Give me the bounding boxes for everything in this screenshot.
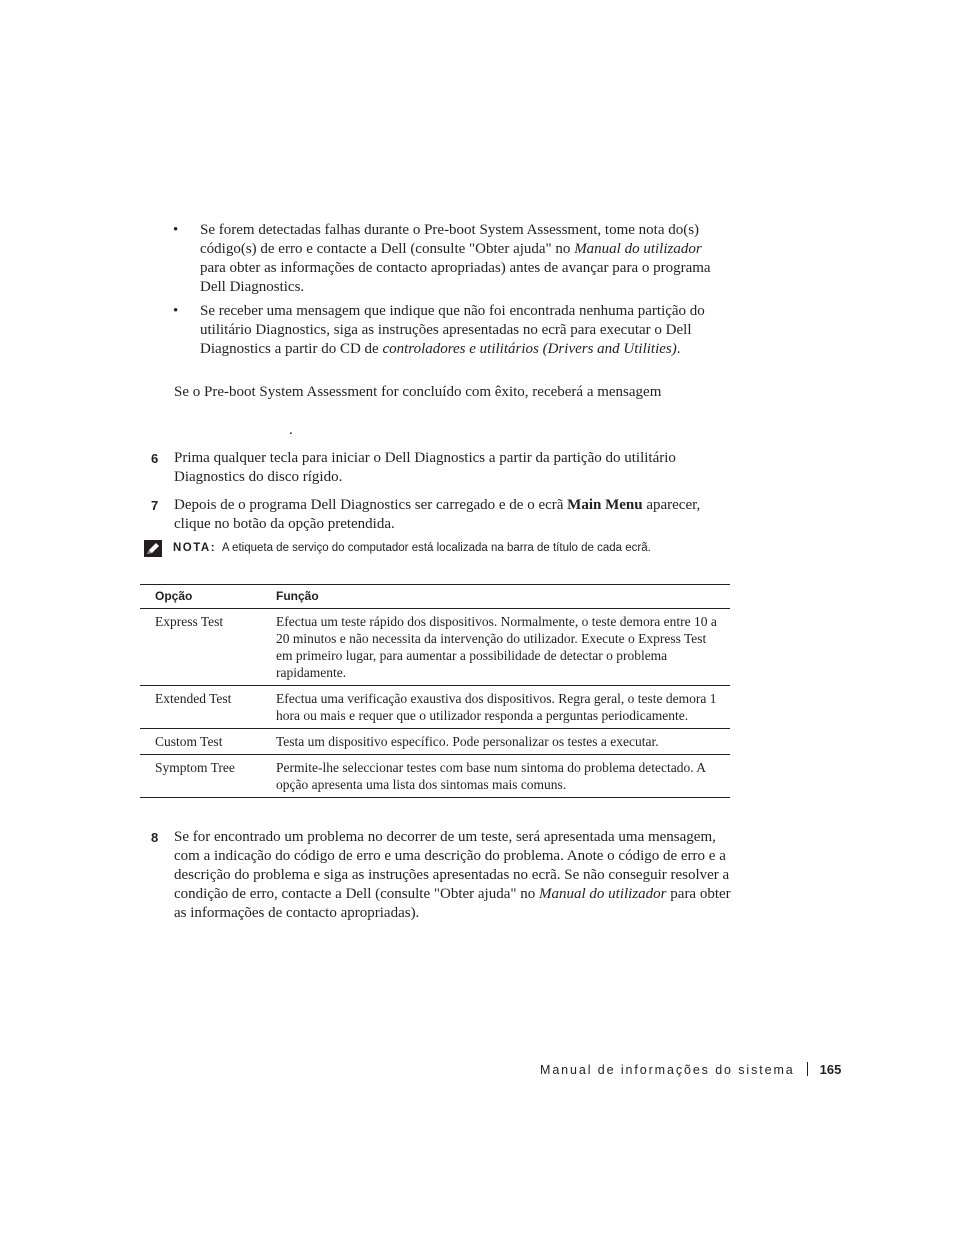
note-text: NOTA: A etiqueta de serviço do computador está localizada na barra de título de cada ecrã. xyxy=(173,542,651,554)
step-number: 8 xyxy=(151,830,159,845)
table-row xyxy=(140,609,730,686)
table-cell-option: Custom Test xyxy=(140,729,276,755)
table-cell-function: Permite-lhe seleccionar testes com base num sintoma do problema detectado. A opção apresenta uma lista dos sintomas mais comuns. xyxy=(276,755,730,798)
step-number: 7 xyxy=(151,498,159,513)
step-number: 6 xyxy=(151,451,159,466)
step-text: Se for encontrado um problema no decorrer de um teste, será apresentada uma mensagem, com a indicação do código de erro e uma descrição do problema. Anote o código de erro e a descrição do problema e siga as instruções apresentadas no ecrã. Se não conseguir resolver a condição de erro, contacte a Dell (consulte "Obter ajuda" no Manual do utilizador para obter as informações de contacto apropriadas). xyxy=(174,829,731,921)
footer-title: Manual de informações do sistema xyxy=(540,1063,795,1077)
table-cell-function: Testa um dispositivo específico. Pode personalizar os testes a executar. xyxy=(276,729,730,755)
note-label: NOTA: xyxy=(173,542,217,554)
step-text: Prima qualquer tecla para iniciar o Dell Diagnostics a partir da partição do utilitário Diagnostics do disco rígido. xyxy=(174,450,676,485)
page-footer xyxy=(540,1062,841,1077)
bullet-marker: • xyxy=(173,303,179,319)
success-paragraph: Se o Pre-boot System Assessment for concluído com êxito, receberá a mensagem xyxy=(174,384,662,400)
page-number: 165 xyxy=(819,1062,842,1077)
table-header-option: Opção xyxy=(140,585,276,609)
step-text: Depois de o programa Dell Diagnostics ser carregado e de o ecrã Main Menu aparecer, clique no botão da opção pretendida. xyxy=(174,497,701,532)
table-header-function: Função xyxy=(276,585,730,609)
table-cell-function: Efectua uma verificação exaustiva dos dispositivos. Regra geral, o teste demora 1 hora ou mais e requer que o utilizador responda a perguntas periodicamente. xyxy=(276,686,730,729)
stray-period: . xyxy=(289,422,293,438)
footer-separator xyxy=(807,1062,808,1076)
table-row xyxy=(140,755,730,798)
options-table xyxy=(140,584,730,798)
table-header-row xyxy=(140,585,730,609)
table-cell-function: Efectua um teste rápido dos dispositivos. Normalmente, o teste demora entre 10 a 20 minutos e não necessita da intervenção do utilizador. Execute o Express Test em primeiro lugar, para aumentar a possibilidade de detectar o problema rapidamente. xyxy=(276,609,730,686)
note-pencil-icon xyxy=(144,540,162,557)
table-cell-option: Express Test xyxy=(140,609,276,686)
table-cell-option: Extended Test xyxy=(140,686,276,729)
bullet-paragraph: Se receber uma mensagem que indique que não foi encontrada nenhuma partição do utilitário Diagnostics, siga as instruções apresentadas no ecrã para executar o Dell Diagnostics a partir do CD de controladores e utilitários (Drivers and Utilities). xyxy=(200,303,705,357)
table-cell-option: Symptom Tree xyxy=(140,755,276,798)
table-row xyxy=(140,729,730,755)
bullet-marker: • xyxy=(173,222,179,238)
table-row xyxy=(140,686,730,729)
bullet-paragraph: Se forem detectadas falhas durante o Pre-boot System Assessment, tome nota do(s) código(s) de erro e contacte a Dell (consulte "Obter ajuda" no Manual do utilizador para obter as informações de contacto apropriadas) antes de avançar para o programa Dell Diagnostics. xyxy=(200,222,711,295)
